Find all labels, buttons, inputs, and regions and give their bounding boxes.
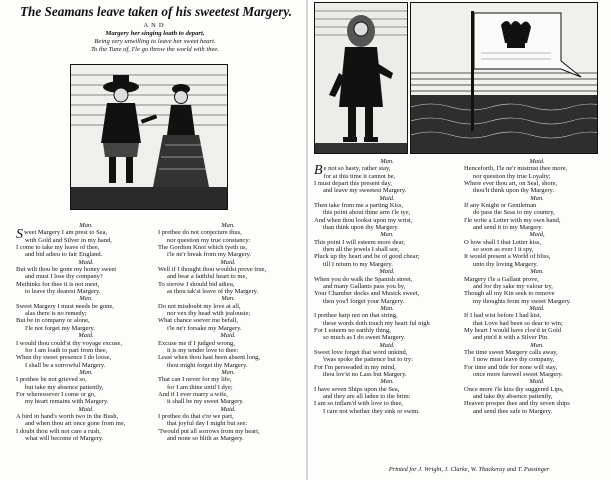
verse-line: I am so inflam'd with love to thee, [314,400,403,408]
verse-line: Henceforth, I'le ne'r mistrust thee more, [464,165,568,173]
verse-line: I shall be a sorrowful Margery. [25,361,106,369]
verse-line: Do not misdoubt my love at all, [158,302,241,310]
verse-line: When you do walk the Spanish street, [314,275,413,283]
speaker-label: Man. [79,222,93,229]
verse-line: with Gold and Silver in my hand, [25,236,112,244]
speaker-label: Man. [79,295,93,303]
verse-line: so much as I do sweet Margery. [323,334,406,342]
verse-line: once more farewel sweet Margery. [473,370,563,378]
verse-line: then all the jewels I shall see, [323,246,400,254]
verse-line: That can I never for my life, [158,376,232,384]
verse-line: thou'lt think upon thy Margery. [473,187,554,195]
verse-line: I have seven Ships upon the Sea, [314,385,400,393]
speaker-label: Maid. [78,405,94,413]
verse-line: Sweet love forget that word unkind, [314,348,408,356]
speaker-label: Maid. [78,258,94,266]
verse-line: and none so blith as Margery. [167,434,244,442]
verse-line: so soon as ever I it spy, [473,246,534,254]
verse-line: thou lov'st no Lass but Margery. [323,370,407,378]
verse-line: nor question thy true Loyalty; [473,172,551,180]
verse-line: To sorrow I should bid adieu, [158,280,235,288]
speaker-label: Man. [530,194,544,202]
verse-line: and they are all laden to the brim: [323,393,411,400]
verse-line: and take thy absence patiently, [473,393,553,400]
verse-line: as thou tak'st leave of thy Margery. [167,288,259,296]
verse-line: do pass the Seas to my country, [473,209,555,217]
tune-line: To the Tune of, I'le go throw the world with thee. [90,46,220,53]
verse-line: alas there is no remedy; [25,310,87,318]
verse-line: A bird in hand's worth two in the Bush, [16,412,119,420]
left-column-1 [16,222,156,442]
verse-line: and must I lose thy company? [25,273,103,281]
verse-line: But wilt thou be gone my honey sweet [16,266,117,274]
speaker-label: Maid, [529,231,545,239]
verse-line: for I am thine until I dye; [167,383,233,391]
verse-line: this point about thine arm i'le tye, [323,209,411,217]
verse-line: and many Gallants pass you by, [323,282,406,290]
verse-line: Well if I thought thou wouldst prove true, [158,266,267,274]
verse-line: Least when thou hast been absent long, [158,354,260,362]
woodcut-gentleman-image [314,2,408,154]
verse-line: and pin'd it with a Silver Pin. [473,334,549,342]
verse-line: Once more i'le kiss thy suggered Lips, [464,385,564,393]
verse-line: and for thy sake my valour try, [473,282,553,290]
verse-line: for I am loath to part from thee, [25,346,108,354]
verse-line: thou might forget thy Margery. [167,361,248,369]
verse-line: i'le ne'r break from my Margery. [167,251,252,259]
speaker-label: Man. [221,222,235,229]
verse-line: 'twas spoke the patience but to try: [323,356,413,364]
page-gutter [306,0,308,480]
verse-line: and send it to my Margery. [473,224,543,232]
verse-line: and bid adieu to fair England. [25,251,103,259]
verse-line: My heart I would have clos'd in Gold [464,326,562,334]
verse-line: i'le ne'r forsake my Margery. [167,324,242,332]
right-column-2 [464,158,610,415]
verse-line: The time sweet Margery calls away, [464,348,558,356]
verse-line: Excuse me if I judged wrong, [158,339,235,347]
verse-line: For I'm perswaded in my mind, [314,363,396,371]
speaker-label: Maid. [220,258,236,266]
left-page [6,0,304,480]
verse-line: my heart remains with Margery. [25,398,109,406]
speaker-label: Maid. [529,304,545,312]
verse-line: it shall be my sweet Margery. [167,398,244,406]
verse-line: What chance soever me befall, [158,317,238,325]
speaker-label: Man. [221,368,235,376]
verse-line: it is my tender love to thee: [167,346,239,354]
drop-cap: S [16,227,23,243]
speaker-label: Maid. [379,268,395,276]
verse-line: If I had wist before I had kist, [464,312,542,320]
verse-line: I now must leave thy company, [473,356,555,364]
woodcut-couple-image [70,64,228,210]
speaker-label: Maid. [220,405,236,413]
verse-line: I prethee be not grieved so, [16,376,87,384]
verse-line: The Gordion Knot which tyeth us, [158,244,248,252]
ballad-title: The Seamans leave taken of his sweetest Margery. [20,4,293,19]
verse-line: And when thou lookst upon my wrist, [314,216,413,224]
verse-line: This point I will esteem more dear, [314,238,405,246]
verse-line: I care not whether they sink or swim. [323,407,420,415]
verse-line: For I esteem no earthly thing, [314,326,391,334]
verse-line: I prethee do not conjecture thus, [158,229,242,237]
verse-line: I'le not forget my Margery. [25,324,96,332]
speaker-label: Man. [380,158,394,165]
speaker-label: Maid. [529,378,545,386]
verse-line: Methinks for thee it is not meet, [16,280,100,288]
verse-line: I come to take my leave of thee, [16,244,100,252]
verse-line: I prethee do that e're we part, [158,412,234,420]
verse-line: and when thou art once gone from me, [25,420,126,428]
verse-line: my thoughts from my sweet Margery. [473,297,572,305]
right-column-1 [314,158,460,415]
verse-line: I must depart this present day, [314,180,392,188]
verse-line: Though all my Kin seek to remove [464,290,555,298]
verse-text: weet Margery I am prest to Sea, [24,229,108,237]
verse-line: I'le write a Letter with my own hand, [464,216,561,224]
speaker-label: Man. [530,341,544,349]
verse-line: then you'l forget your Margery. [323,297,405,305]
verse-line: these words doth touch my heart ful nigh [323,319,430,327]
speaker-label: Man. [380,231,394,239]
drop-cap: B [314,163,323,179]
subtitle-line-2: Being very unwilling to leave her sweet heart. [94,38,216,45]
verse-line: than think upon thy Margery. [323,224,399,232]
speaker-label: Man. [380,378,394,386]
verse-line: For time and tide for none will stay, [464,363,558,371]
verse-line: I doubt thou wilt not care a rush, [16,427,101,435]
speaker-label: Man. [221,295,235,303]
verse-line: Then take from me a parting Kiss, [314,202,403,210]
subtitle-line-1: Margery her singing loath to depart, [105,30,205,37]
verse-text: e not so hasty, rather stay, [323,165,391,173]
verse-line: I would thou could'st thy voyage excuse, [16,339,123,347]
verse-line: nor question my true constancy: [167,236,251,244]
verse-line: that Love had been so dear to win; [473,319,563,327]
verse-line: Pluck up thy heart and be of good chear; [314,253,420,261]
verse-line: When thy sweet presence I do loose, [16,354,112,362]
verse-line: Margery i'le a Gallant prove, [464,275,539,283]
speaker-label: Maid. [379,341,395,349]
and-divider: AND [143,22,167,29]
verse-line: Sweet Margery I must needs be gone, [16,302,114,310]
speaker-label: Maid. [78,332,94,340]
left-column-2 [158,222,298,442]
verse-line: nor vex thy head with jealousie; [167,310,251,318]
speaker-label: Maid. [220,332,236,340]
verse-line: what will become of Margery. [25,434,104,442]
verse-line: Where ever thou art, on Seal, shore, [464,180,558,188]
verse-line: Your Chamber docks and Musick sweet, [314,290,420,298]
verse-line: and bear a faithful heart to me, [167,273,247,281]
verse-line: and send thee safe to Margery. [473,407,553,415]
verse-line: for at this time it cannot be, [323,172,396,180]
verse-line: For wheresoever I come or go, [16,390,96,398]
speaker-label: Man. [380,304,394,312]
verse-line: O how shall I that Letter kiss, [464,238,542,246]
verse-line: But be in company or alone, [16,317,90,325]
speaker-label: Maid. [529,158,545,165]
verse-line: I prethee harp not on that string, [314,312,398,320]
verse-line: unto thy loving Margery. [473,260,538,268]
verse-line: that joyful day I might but see: [167,420,248,428]
speaker-label: Man. [79,368,93,376]
verse-line: And if I ever marry a wife, [158,390,228,398]
verse-line: If any Knight or Gentleman [464,202,537,210]
verse-line: but take my absence patiently, [25,383,104,391]
verse-line: It would present a World of bliss, [464,253,551,261]
verse-line: and leave my sweetest Margery. [323,187,407,195]
speaker-label: Man. [530,268,544,276]
verse-line: 'Twould put all sorrows from my heart, [158,427,260,435]
woodcut-ship-flag-image [410,2,598,154]
speaker-label: Maid. [379,194,395,202]
verse-line: Heaven prosper thee and thy seven ships [464,400,570,408]
verse-line: till I return to my Margery. [323,260,393,268]
verse-line: to leave thy dearest Margery. [25,288,101,296]
right-page [312,0,608,480]
printer-imprint: Printed for J. Wright, J. Clarke, W. Thackeray and T. Passinger [388,466,550,473]
